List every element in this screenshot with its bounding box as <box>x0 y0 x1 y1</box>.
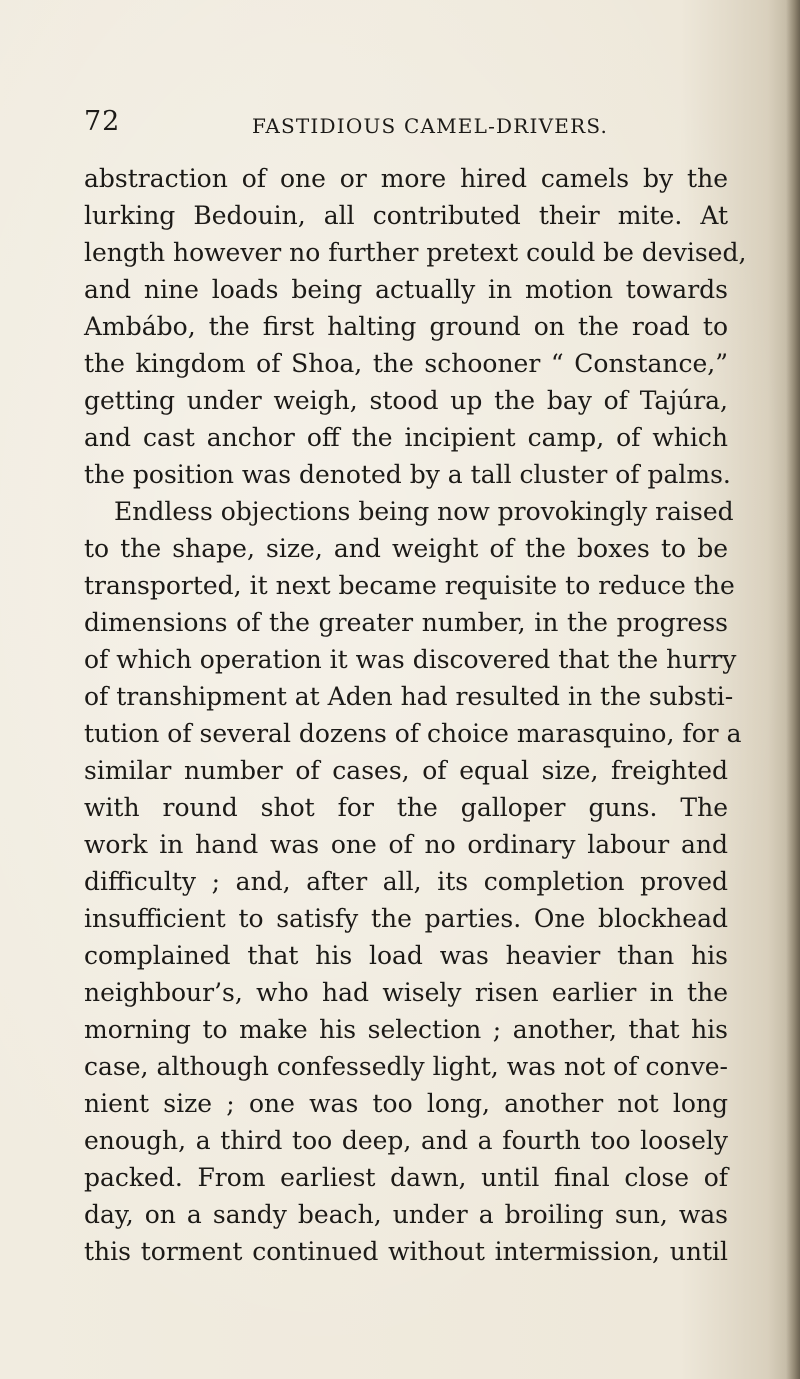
text-line: length however no further pretext could be devised, <box>84 238 747 267</box>
text-line: dimensions of the greater number, in the progress <box>84 608 728 637</box>
text-line: nient size ; one was too long, another not long <box>84 1089 728 1118</box>
text-line: day, on a sandy beach, under a broiling sun, was <box>84 1200 728 1229</box>
text-line: abstraction of one or more hired camels by the <box>84 164 728 193</box>
text-line: enough, a third too deep, and a fourth too loosely <box>84 1126 728 1155</box>
text-line: complained that his load was heavier than his <box>84 941 728 970</box>
text-line: Ambábo, the first halting ground on the road to <box>84 312 728 341</box>
text-line: of transhipment at Aden had resulted in the substi- <box>84 682 734 711</box>
text-line: this torment continued without intermission, until <box>84 1237 728 1266</box>
text-line: insufficient to satisfy the parties. One blockhead <box>84 904 728 933</box>
text-line: morning to make his selection ; another, that his <box>84 1015 728 1044</box>
page-header <box>84 106 724 146</box>
text-line: and nine loads being actually in motion towards <box>84 275 728 304</box>
text-line: getting under weigh, stood up the bay of Tajúra, <box>84 386 728 415</box>
page-edge-shadow <box>786 0 800 1379</box>
running-head: FASTIDIOUS CAMEL-DRIVERS. <box>252 114 609 138</box>
text-line: Endless objections being now provokingly raised <box>114 497 734 526</box>
text-line: transported, it next became requisite to reduce the <box>84 571 735 600</box>
text-line: the kingdom of Shoa, the schooner “ Constance,” <box>84 349 728 378</box>
body-text <box>84 160 747 1270</box>
text-line: tution of several dozens of choice marasquino, for a <box>84 719 742 748</box>
text-line: similar number of cases, of equal size, freighted <box>84 756 728 785</box>
text-line: difficulty ; and, after all, its completion proved <box>84 867 728 896</box>
text-line: packed. From earliest dawn, until final close of <box>84 1163 728 1192</box>
text-line: work in hand was one of no ordinary labour and <box>84 830 728 859</box>
text-line: the position was denoted by a tall cluster of palms. <box>84 460 731 489</box>
text-line: and cast anchor off the incipient camp, of which <box>84 423 728 452</box>
text-line: lurking Bedouin, all contributed their mite. At <box>84 201 728 230</box>
text-line: case, although confessedly light, was not of conve- <box>84 1052 728 1081</box>
page-number: 72 <box>84 106 121 137</box>
text-line: of which operation it was discovered that the hurry <box>84 645 737 674</box>
text-line: to the shape, size, and weight of the boxes to be <box>84 534 728 563</box>
text-line: with round shot for the galloper guns. The <box>84 793 728 822</box>
text-line: neighbour’s, who had wisely risen earlier in the <box>84 978 728 1007</box>
